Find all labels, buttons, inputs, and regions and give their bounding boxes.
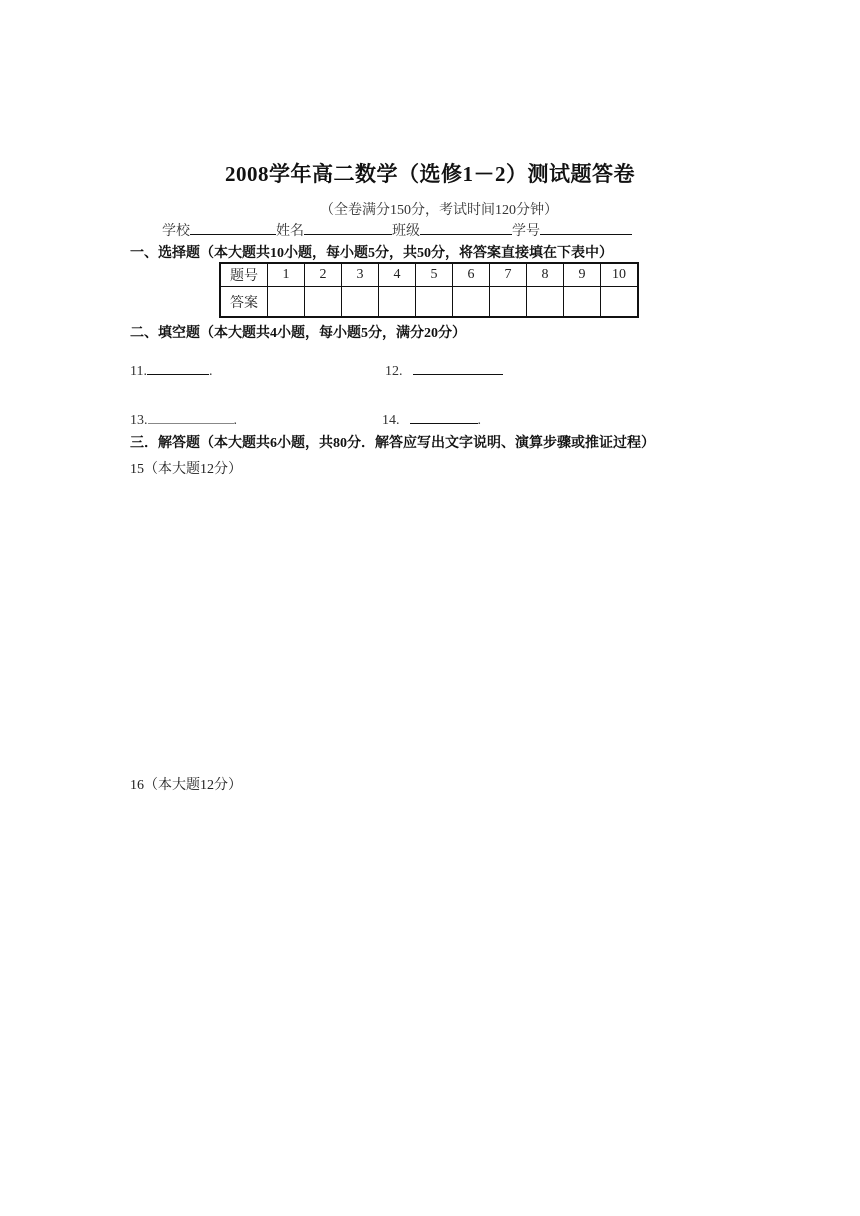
- question-number-cell: 5: [416, 263, 453, 287]
- section-solve-heading: 三．解答题（本大题共6小题，共80分．解答应写出文字说明、演算步骤或推证过程）: [130, 436, 655, 451]
- fill-item-14: [382, 409, 481, 429]
- table-row-answers: [220, 287, 638, 318]
- question-number-cell: 1: [268, 263, 305, 287]
- name-label: 姓名: [276, 224, 304, 239]
- answer-cell[interactable]: [305, 287, 342, 318]
- class-label: 班级: [392, 224, 420, 239]
- table-header-number: 题号: [220, 263, 268, 287]
- fill-item-11: [130, 360, 212, 380]
- school-field[interactable]: [190, 220, 276, 235]
- question-number-cell: 9: [564, 263, 601, 287]
- fill-14-period: .: [477, 413, 481, 428]
- page-title: 2008学年高二数学（选修1－2）测试题答卷: [225, 162, 635, 186]
- fill-12-label: 12.: [385, 364, 403, 379]
- question-number-cell: 8: [527, 263, 564, 287]
- fill-14-label: 14.: [382, 413, 400, 428]
- fill-item-13: [130, 409, 237, 429]
- fill-11-blank[interactable]: [147, 360, 209, 375]
- school-label: 学校: [162, 224, 190, 239]
- fill-item-12: [385, 360, 503, 380]
- fill-11-label: 11.: [130, 364, 147, 379]
- answer-cell[interactable]: [453, 287, 490, 318]
- answer-cell[interactable]: [379, 287, 416, 318]
- question-number-cell: 4: [379, 263, 416, 287]
- answer-cell[interactable]: [564, 287, 601, 318]
- answer-cell[interactable]: [416, 287, 453, 318]
- table-header-answer: 答案: [220, 287, 268, 318]
- student-id-label: 学号: [512, 224, 540, 239]
- answer-cell[interactable]: [527, 287, 564, 318]
- fill-12-blank[interactable]: [413, 360, 503, 375]
- student-id-field[interactable]: [540, 220, 632, 235]
- question-number-cell: 6: [453, 263, 490, 287]
- answer-cell[interactable]: [268, 287, 305, 318]
- fill-13-blank[interactable]: [148, 409, 234, 424]
- class-field[interactable]: [420, 220, 512, 235]
- fill-13-label: 13.: [130, 413, 148, 428]
- exam-subtitle: （全卷满分150分，考试时间120分钟）: [320, 203, 558, 218]
- question-number-cell: 3: [342, 263, 379, 287]
- name-field[interactable]: [304, 220, 392, 235]
- fill-11-period: .: [208, 364, 213, 379]
- answer-cell[interactable]: [342, 287, 379, 318]
- student-info-line: [162, 220, 632, 240]
- question-number-cell: 10: [601, 263, 639, 287]
- table-row-numbers: [220, 263, 638, 287]
- fill-13-period: .: [233, 413, 237, 428]
- question-16-label: 16（本大题12分）: [130, 778, 242, 793]
- answer-table: [219, 262, 639, 318]
- section-fill-heading: 二、填空题（本大题共4小题，每小题5分，满分20分）: [130, 326, 466, 341]
- answer-cell[interactable]: [601, 287, 639, 318]
- section-choice-heading: 一、选择题（本大题共10小题，每小题5分，共50分，将答案直接填在下表中）: [130, 246, 613, 261]
- question-number-cell: 2: [305, 263, 342, 287]
- fill-14-blank[interactable]: [410, 409, 478, 424]
- answer-cell[interactable]: [490, 287, 527, 318]
- question-15-label: 15（本大题12分）: [130, 462, 242, 477]
- question-number-cell: 7: [490, 263, 527, 287]
